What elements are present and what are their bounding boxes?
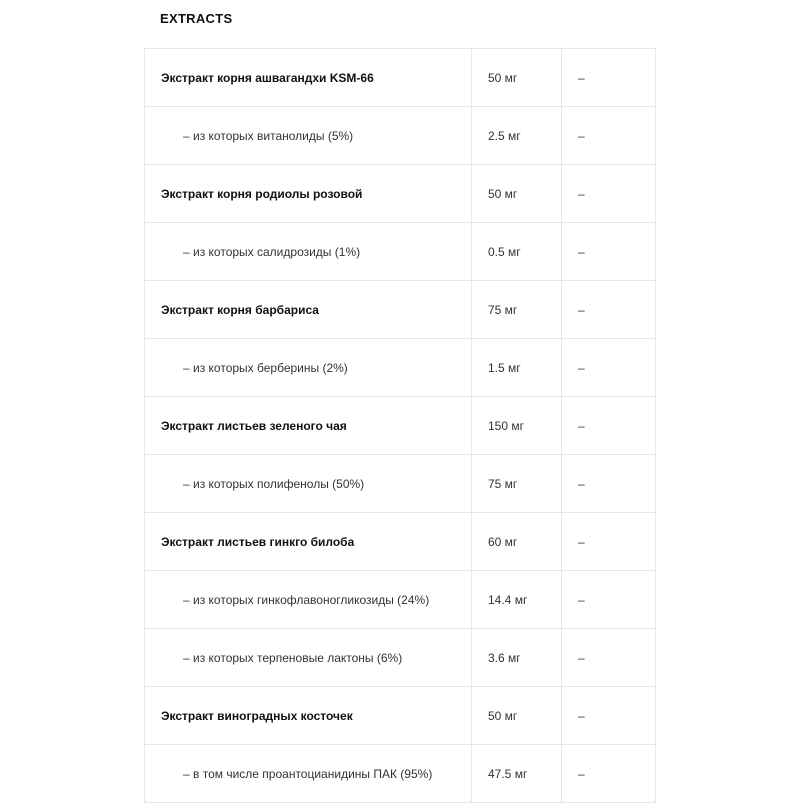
table-row (145, 339, 656, 397)
ingredient-amount: 1.5 мг (472, 339, 562, 397)
daily-value: – (562, 107, 656, 165)
ingredient-amount: 150 мг (472, 397, 562, 455)
ingredient-amount: 14.4 мг (472, 571, 562, 629)
daily-value: – (562, 513, 656, 571)
table-row (145, 49, 656, 107)
daily-value: – (562, 455, 656, 513)
ingredient-name: – в том числе проантоцианидины ПАК (95%) (145, 745, 472, 803)
ingredient-name: Экстракт корня ашвагандхи KSM-66 (145, 49, 472, 107)
ingredient-amount: 0.5 мг (472, 223, 562, 281)
extracts-table (144, 48, 656, 803)
ingredient-amount: 75 мг (472, 281, 562, 339)
table-row (145, 629, 656, 687)
ingredient-name: – из которых берберины (2%) (145, 339, 472, 397)
ingredient-name: – из которых гинкофлавоногликозиды (24%) (145, 571, 472, 629)
daily-value: – (562, 629, 656, 687)
table-row (145, 397, 656, 455)
section-title: EXTRACTS (160, 11, 233, 26)
daily-value: – (562, 223, 656, 281)
table-row (145, 745, 656, 803)
ingredient-amount: 3.6 мг (472, 629, 562, 687)
daily-value: – (562, 397, 656, 455)
table-row (145, 165, 656, 223)
table-row (145, 281, 656, 339)
table-row (145, 107, 656, 165)
ingredient-name: Экстракт корня барбариса (145, 281, 472, 339)
ingredient-amount: 60 мг (472, 513, 562, 571)
ingredient-amount: 50 мг (472, 165, 562, 223)
ingredient-name: – из которых салидрозиды (1%) (145, 223, 472, 281)
daily-value: – (562, 571, 656, 629)
ingredient-amount: 50 мг (472, 49, 562, 107)
daily-value: – (562, 281, 656, 339)
ingredient-amount: 47.5 мг (472, 745, 562, 803)
ingredient-amount: 2.5 мг (472, 107, 562, 165)
daily-value: – (562, 49, 656, 107)
daily-value: – (562, 745, 656, 803)
table-row (145, 223, 656, 281)
table-row (145, 513, 656, 571)
table-row (145, 455, 656, 513)
daily-value: – (562, 339, 656, 397)
table-row (145, 687, 656, 745)
daily-value: – (562, 687, 656, 745)
ingredient-name: Экстракт виноградных косточек (145, 687, 472, 745)
table-row (145, 571, 656, 629)
ingredient-name: – из которых терпеновые лактоны (6%) (145, 629, 472, 687)
ingredient-name: Экстракт листьев гинкго билоба (145, 513, 472, 571)
ingredient-amount: 50 мг (472, 687, 562, 745)
ingredient-amount: 75 мг (472, 455, 562, 513)
daily-value: – (562, 165, 656, 223)
ingredient-name: Экстракт корня родиолы розовой (145, 165, 472, 223)
ingredient-name: – из которых полифенолы (50%) (145, 455, 472, 513)
ingredient-name: – из которых витанолиды (5%) (145, 107, 472, 165)
ingredient-name: Экстракт листьев зеленого чая (145, 397, 472, 455)
